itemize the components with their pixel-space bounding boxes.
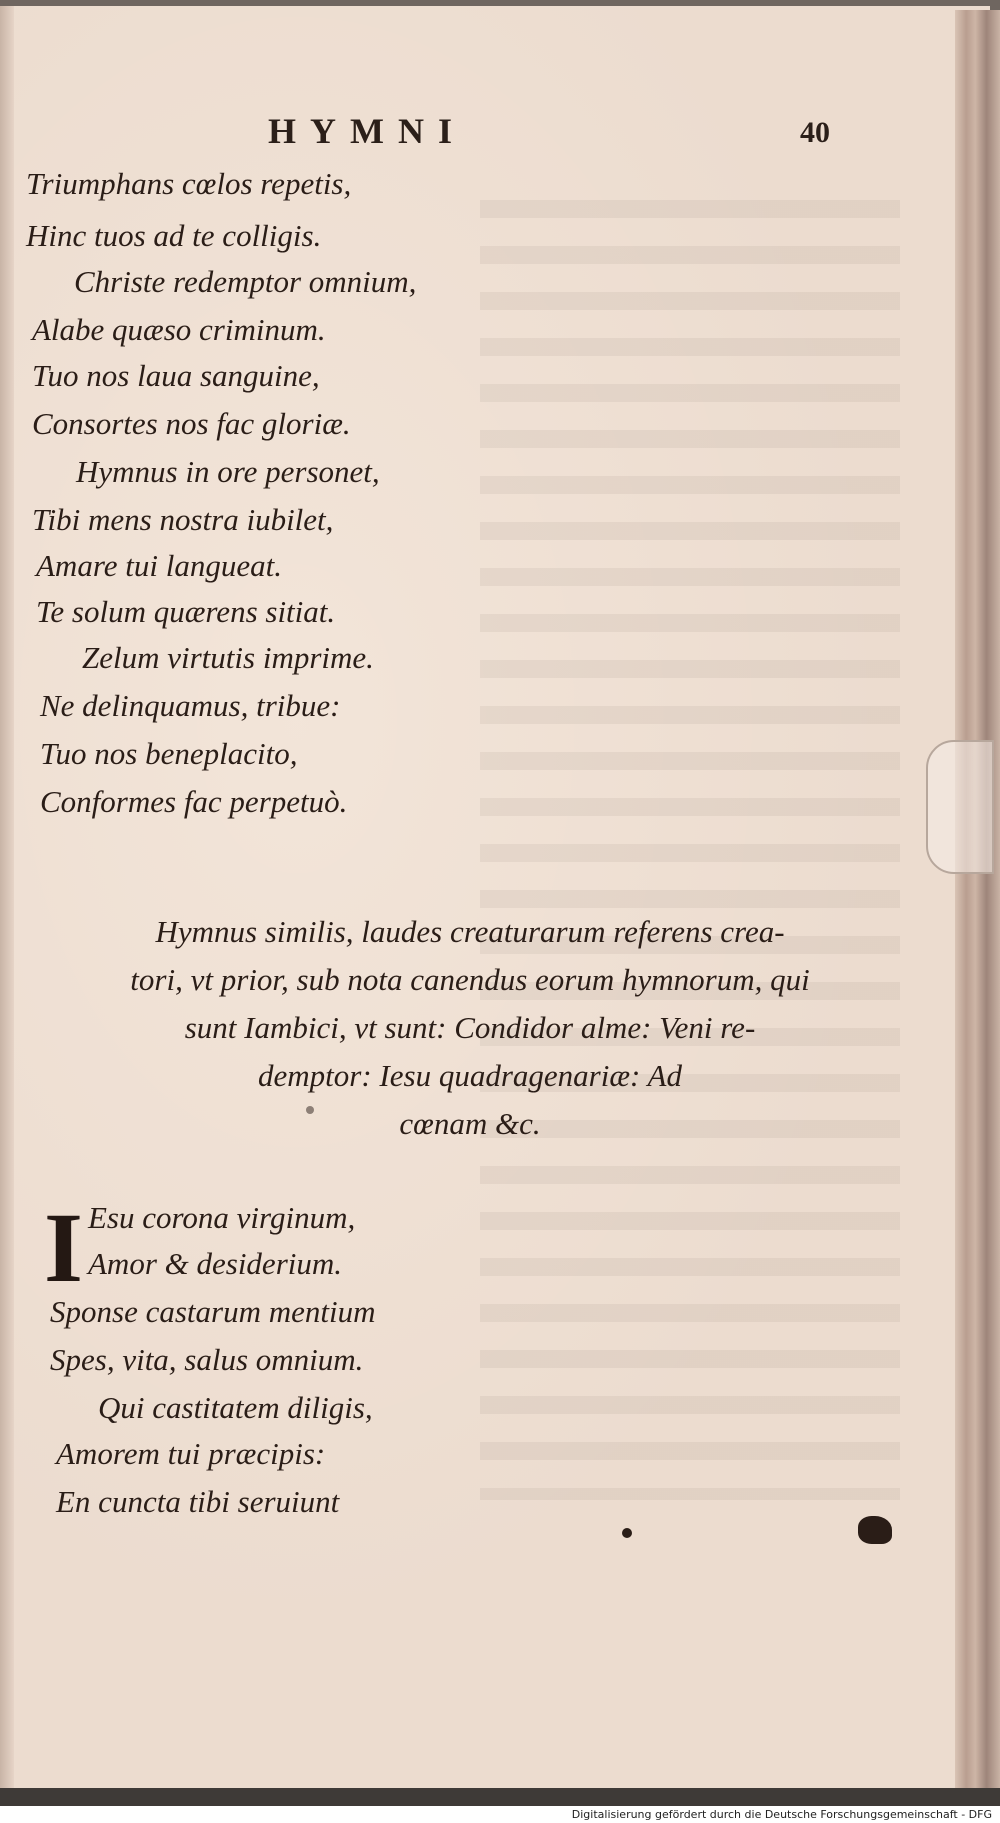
drop-cap: I [44,1192,83,1303]
verse-line: Tuo nos beneplacito, [40,736,298,771]
verse-line: Tuo nos laua sanguine, [32,358,320,393]
verse-line: Amare tui langueat. [36,548,282,583]
rubric-line: sunt Iambici, vt sunt: Condidor alme: Veni re- [184,1010,756,1045]
verse-line: Amorem tui præcipis: [56,1436,326,1471]
verse-line: Tibi mens nostra iubilet, [32,502,334,537]
verse-line: Hymnus in ore personet, [76,454,380,489]
catchword-ornament [858,1516,892,1544]
verse-line: Amor & desiderium. [88,1246,343,1281]
rubric-paragraph [40,908,900,1148]
verse-line: Christe redemptor omnium, [74,264,417,299]
page-fore-edge [955,10,1000,1788]
ink-speck [306,1106,314,1114]
verse-line: Qui castitatem diligis, [98,1390,373,1425]
verse-line: Conformes fac perpetuò. [40,784,348,819]
running-title: HYMNI [268,111,466,151]
show-through-text [480,200,900,1500]
folio-number: 40 [800,116,830,149]
rubric-line: tori, vt prior, sub nota canendus eorum hymnorum, qui [130,962,810,997]
verse-line: Ne delinquamus, tribue: [40,688,341,723]
verse-line: Consortes nos fac gloriæ. [32,406,351,441]
page-tab-marker [926,740,994,874]
verse-line: Spes, vita, salus omnium. [50,1342,364,1377]
rubric-line: cœnam &c. [399,1106,541,1141]
verse-line: Sponse castarum mentium [50,1294,376,1329]
scan-background-bottom [0,1788,1000,1806]
page-gutter [0,6,14,1788]
rubric-line: Hymnus similis, laudes creaturarum referens crea- [155,914,785,949]
verse-line: Hinc tuos ad te colligis. [26,218,322,253]
rubric-line: demptor: Iesu quadragenariæ: Ad [258,1058,682,1093]
verse-line: Triumphans cœlos repetis, [26,166,352,201]
verse-line: En cuncta tibi seruiunt [56,1484,340,1519]
verse-line: Zelum virtutis imprime. [82,640,374,675]
verse-line: Alabe quæso criminum. [32,312,326,347]
ink-speck [622,1528,632,1538]
verse-line: Esu corona virginum, [88,1200,356,1235]
dfg-credit: Digitalisierung gefördert durch die Deutsche Forschungsgemeinschaft - DFG [571,1808,992,1821]
verse-line: Te solum quærens sitiat. [36,594,336,629]
